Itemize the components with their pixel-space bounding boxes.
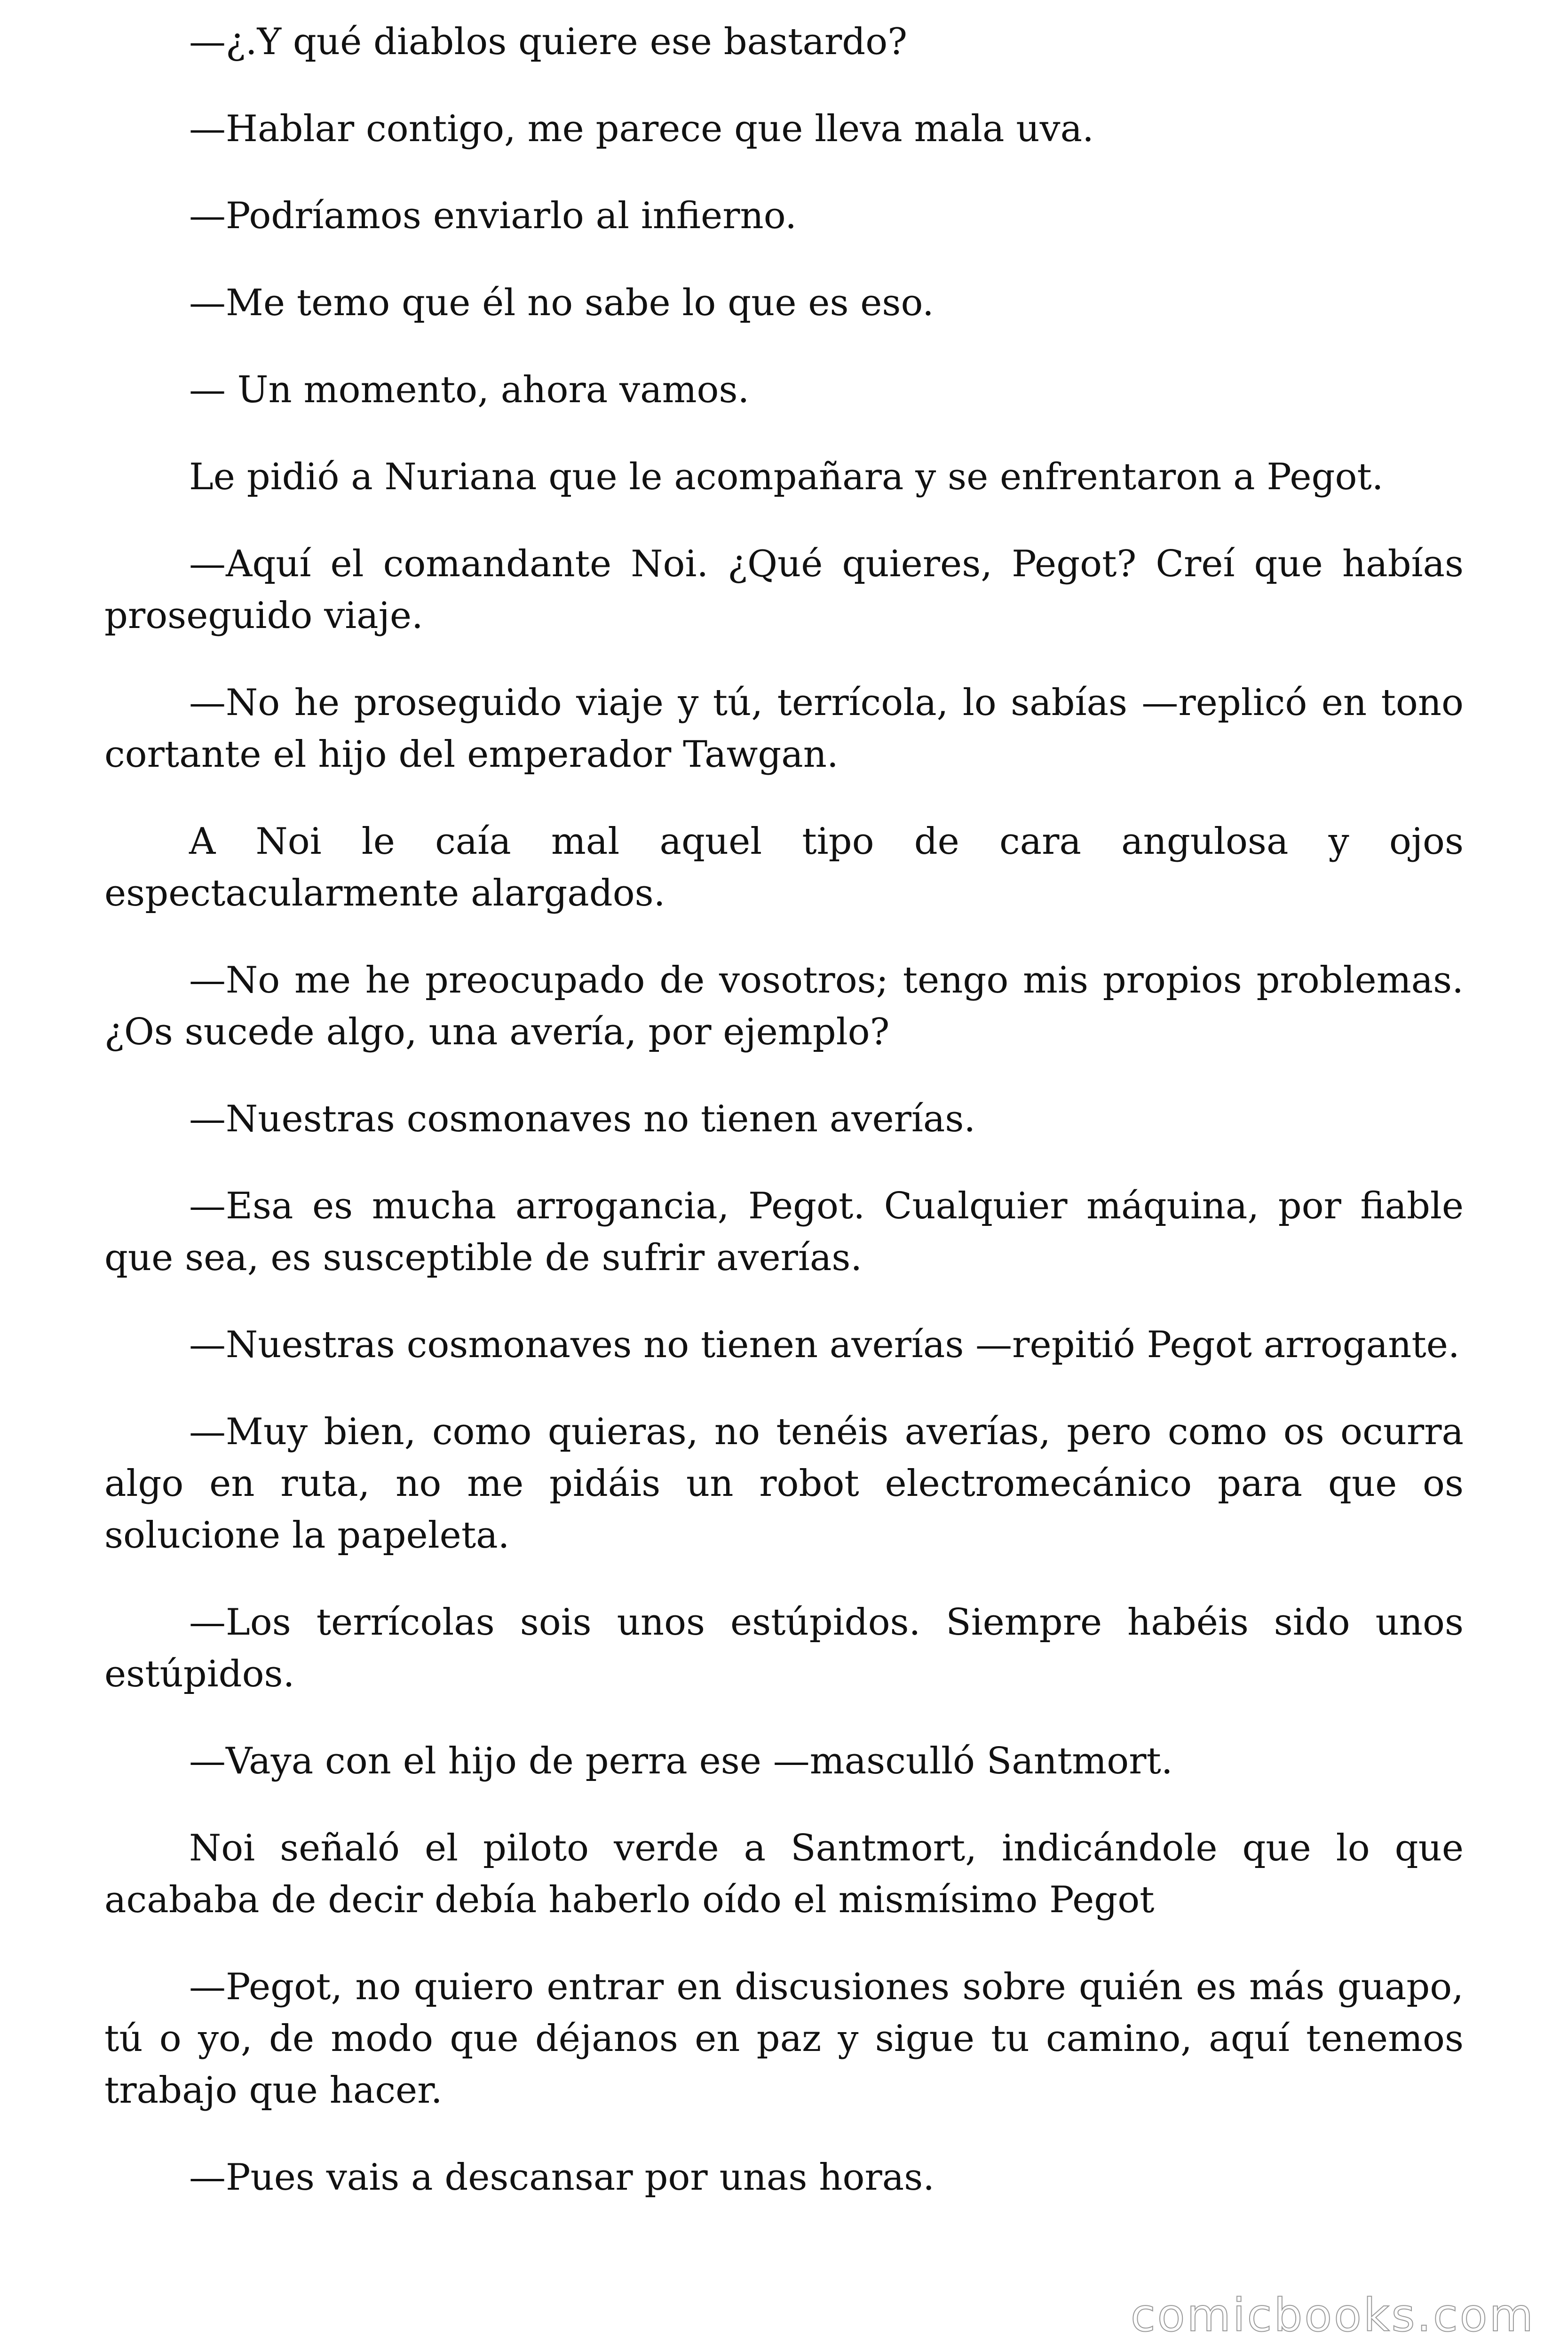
paragraph: —¿.Y qué diablos quiere ese bastardo?: [189, 21, 908, 63]
paragraph: A Noi le caía mal aquel tipo de cara angulosa y ojos espectacularmente alargados.: [104, 820, 1464, 914]
paragraph: Le pidió a Nuriana que le acompañara y se enfrentaron a Pegot.: [189, 456, 1384, 498]
page-text-body: [104, 16, 1464, 2239]
paragraph: —Vaya con el hijo de perra ese —masculló Santmort.: [189, 1740, 1173, 1782]
paragraph: —No me he preocupado de vosotros; tengo mis propios problemas. ¿Os sucede algo, una avería, por ejemplo?: [104, 959, 1464, 1053]
paragraph: —Aquí el comandante Noi. ¿Qué quieres, Pegot? Creí que habías proseguido viaje.: [104, 543, 1464, 637]
paragraph: —Muy bien, como quieras, no tenéis averías, pero como os ocurra algo en ruta, no me pidáis un robot electromecánico para que os solucione la papeleta.: [104, 1411, 1464, 1557]
paragraph: —Me temo que él no sabe lo que es eso.: [189, 282, 934, 324]
paragraph: —Pegot, no quiero entrar en discusiones sobre quién es más guapo, tú o yo, de modo que déjanos en paz y sigue tu camino, aquí tenemos trabajo que hacer.: [104, 1966, 1464, 2112]
paragraph: —Los terrícolas sois unos estúpidos. Siempre habéis sido unos estúpidos.: [104, 1601, 1464, 1695]
paragraph: —Nuestras cosmonaves no tienen averías.: [189, 1098, 976, 1140]
paragraph: —Esa es mucha arrogancia, Pegot. Cualquier máquina, por fiable que sea, es susceptible de sufrir averías.: [104, 1185, 1464, 1279]
paragraph: —Hablar contigo, me parece que lleva mala uva.: [189, 108, 1094, 150]
paragraph: —Nuestras cosmonaves no tienen averías —repitió Pegot arrogante.: [189, 1324, 1460, 1366]
watermark: comicbooks.com: [1130, 2289, 1535, 2342]
paragraph: —Pues vais a descansar por unas horas.: [189, 2156, 935, 2199]
paragraph: —Podríamos enviarlo al infierno.: [189, 195, 797, 237]
paragraph: — Un momento, ahora vamos.: [189, 369, 750, 411]
paragraph: —No he proseguido viaje y tú, terrícola, lo sabías —replicó en tono cortante el hijo del emperador Tawgan.: [104, 682, 1464, 776]
paragraph: Noi señaló el piloto verde a Santmort, indicándole que lo que acababa de decir debía haberlo oído el mismísimo Pegot: [104, 1827, 1464, 1921]
